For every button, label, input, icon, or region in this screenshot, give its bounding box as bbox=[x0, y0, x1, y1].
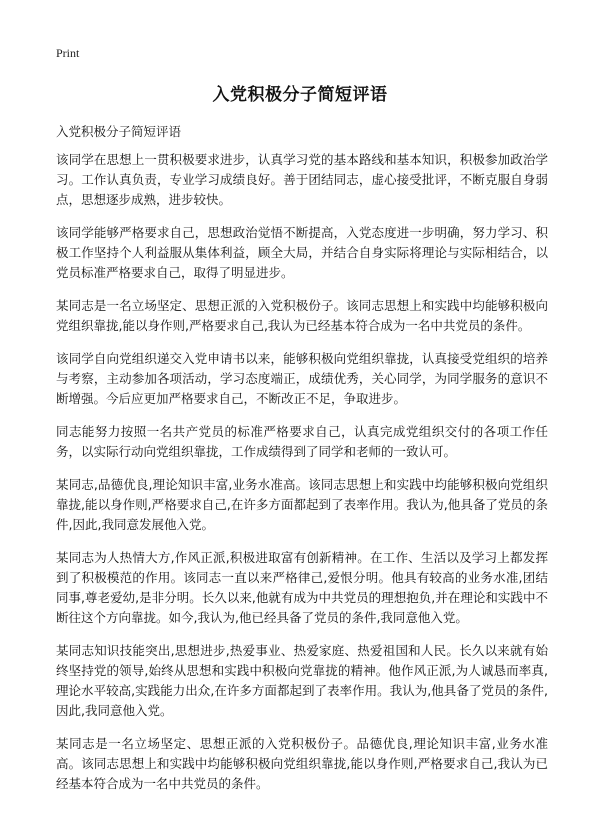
paragraph: 该同学在思想上一贯积极要求进步，认真学习党的基本路线和基本知识，积极参加政治学习。工作认真负责，专业学习成绩良好。善于团结同志，虚心接受批评，不断克服自身弱点，思想逐步成熟，进步较快。 bbox=[56, 152, 548, 207]
paragraph: 某同志,品德优良,理论知识丰富,业务水准高。该同志思想上和实践中均能够积极向党组织靠拢,能以身作则,严格要求自己,在许多方面都起到了表率作用。我认为,他具备了党员的条件,因此,我同意发展他入党。 bbox=[56, 477, 548, 532]
paragraph: 该同学能够严格要求自己，思想政治觉悟不断提高，入党态度进一步明确，努力学习、积极工作坚持个人利益服从集体利益，顾全大局，并结合自身实际将理论与实际相结合，以党员标准严格要求自己，取得了明显进步。 bbox=[56, 225, 548, 280]
paragraph: 某同志是一名立场坚定、思想正派的入党积极份子。品德优良,理论知识丰富,业务水准高。该同志思想上和实践中均能够积极向党组织靠拢,能以身作则,严格要求自己,我认为已经基本符合成为一名中共党员的条件。 bbox=[56, 736, 548, 791]
article-subtitle: 入党积极分子简短评语 bbox=[56, 124, 182, 139]
page-title: 入党积极分子简短评语 bbox=[212, 85, 388, 105]
paragraph: 同志能努力按照一名共产党员的标准严格要求自己，认真完成党组织交付的各项工作任务，以实际行动向党组织靠拢，工作成绩得到了同学和老师的一致认可。 bbox=[56, 424, 548, 459]
print-link[interactable]: Print bbox=[56, 46, 80, 60]
article-body bbox=[56, 150, 548, 807]
paragraph: 该同学自向党组织递交入党申请书以来，能够积极向党组织靠拢，认真接受党组织的培养与考察，主动参加各项活动，学习态度端正，成绩优秀，关心同学，为同学服务的意识不断增强。今后应更加严格要求自己，不断改正不足，争取进步。 bbox=[56, 351, 548, 406]
paragraph: 某同志为人热情大方,作风正派,积极进取富有创新精神。在工作、生活以及学习上都发挥到了积极模范的作用。该同志一直以来严格律己,爱恨分明。他具有较高的业务水准,团结同事,尊老爱幼,是非分明。长久以来,他就有成为中共党员的理想抱负,并在理论和实践中不断往这个方向靠拢。如今,我认为,他已经具备了党员的条件,我同意他入党。 bbox=[56, 550, 548, 625]
paragraph: 某同志知识技能突出,思想进步,热爱事业、热爱家庭、热爱祖国和人民。长久以来就有始终坚持党的领导,始终从思想和实践中积极向党靠拢的精神。他作风正派,为人诚恳而率真,理论水平较高,实践能力出众,在许多方面都起到了表率作用。我认为,他具备了党员的条件,因此,我同意他入党。 bbox=[56, 643, 548, 718]
paragraph: 某同志是一名立场坚定、思想正派的入党积极份子。该同志思想上和实践中均能够积极向党组织靠拢,能以身作则,严格要求自己,我认为已经基本符合成为一名中共党员的条件。 bbox=[56, 298, 548, 333]
